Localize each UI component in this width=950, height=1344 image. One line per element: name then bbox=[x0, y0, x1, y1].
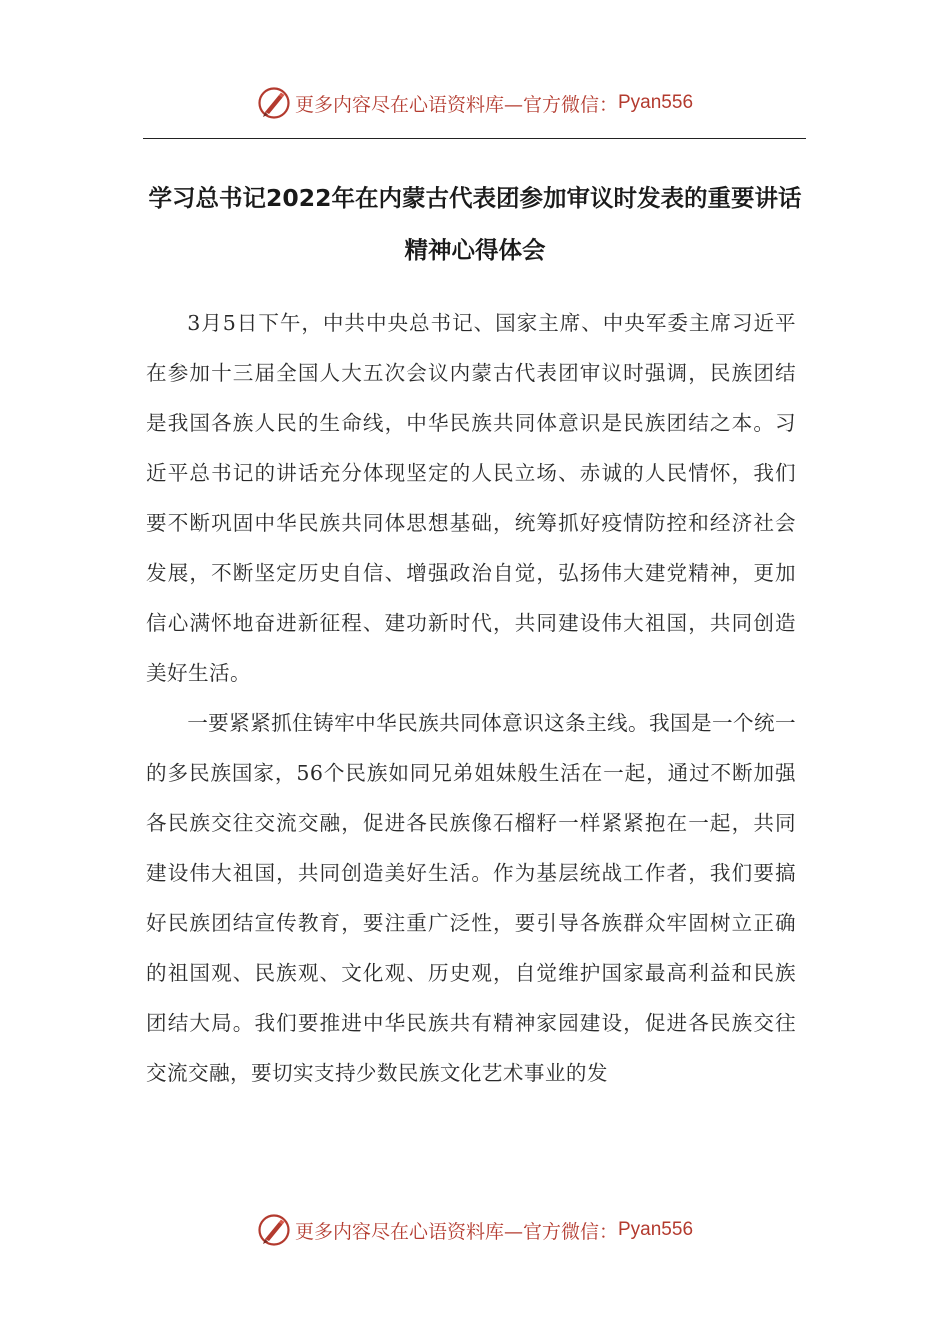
header-wechat-id: Pyan556 bbox=[618, 92, 694, 113]
page-header bbox=[0, 83, 950, 123]
header-divider bbox=[143, 138, 806, 139]
footer-wechat-id: Pyan556 bbox=[618, 1219, 694, 1240]
header-brand-text: 更多内容尽在心语资料库—官方微信： bbox=[294, 93, 618, 116]
document-title: 学习总书记2022年在内蒙古代表团参加审议时发表的重要讲话精神心得体会 bbox=[148, 184, 802, 264]
pen-circle-logo-icon bbox=[257, 86, 291, 120]
body-paragraph-2: 一要紧紧抓住铸牢中华民族共同体意识这条主线。我国是一个统一的多民族国家，56个民族如同兄弟姐妹般生活在一起，通过不断加强各民族交往交流交融，促进各民族像石榴籽一样紧紧抱在一起，共同建设伟大祖国，共同创造美好生活。作为基层统战工作者，我们要搞好民族团结宣传教育，要注重广泛性，要引导各族群众牢固树立正确的祖国观、民族观、文化观、历史观，自觉维护国家最高利益和民族团结大局。我们要推进中华民族共有精神家园建设，促进各民族交往交流交融，要切实支持少数民族文化艺术事业的发 bbox=[146, 711, 797, 1085]
pen-circle-logo-icon bbox=[257, 1213, 291, 1247]
document-body bbox=[146, 298, 796, 1098]
body-paragraph-1: 3月5日下午，中共中央总书记、国家主席、中央军委主席习近平在参加十三届全国人大五次会议内蒙古代表团审议时强调，民族团结是我国各族人民的生命线，中华民族共同体意识是民族团结之本。习近平总书记的讲话充分体现坚定的人民立场、赤诚的人民情怀，我们要不断巩固中华民族共同体思想基础，统筹抓好疫情防控和经济社会发展，不断坚定历史自信、增强政治自觉，弘扬伟大建党精神，更加信心满怀地奋进新征程、建功新时代，共同建设伟大祖国，共同创造美好生活。 bbox=[146, 311, 796, 685]
footer-brand-text: 更多内容尽在心语资料库—官方微信： bbox=[294, 1220, 618, 1243]
page-footer bbox=[0, 1210, 950, 1250]
